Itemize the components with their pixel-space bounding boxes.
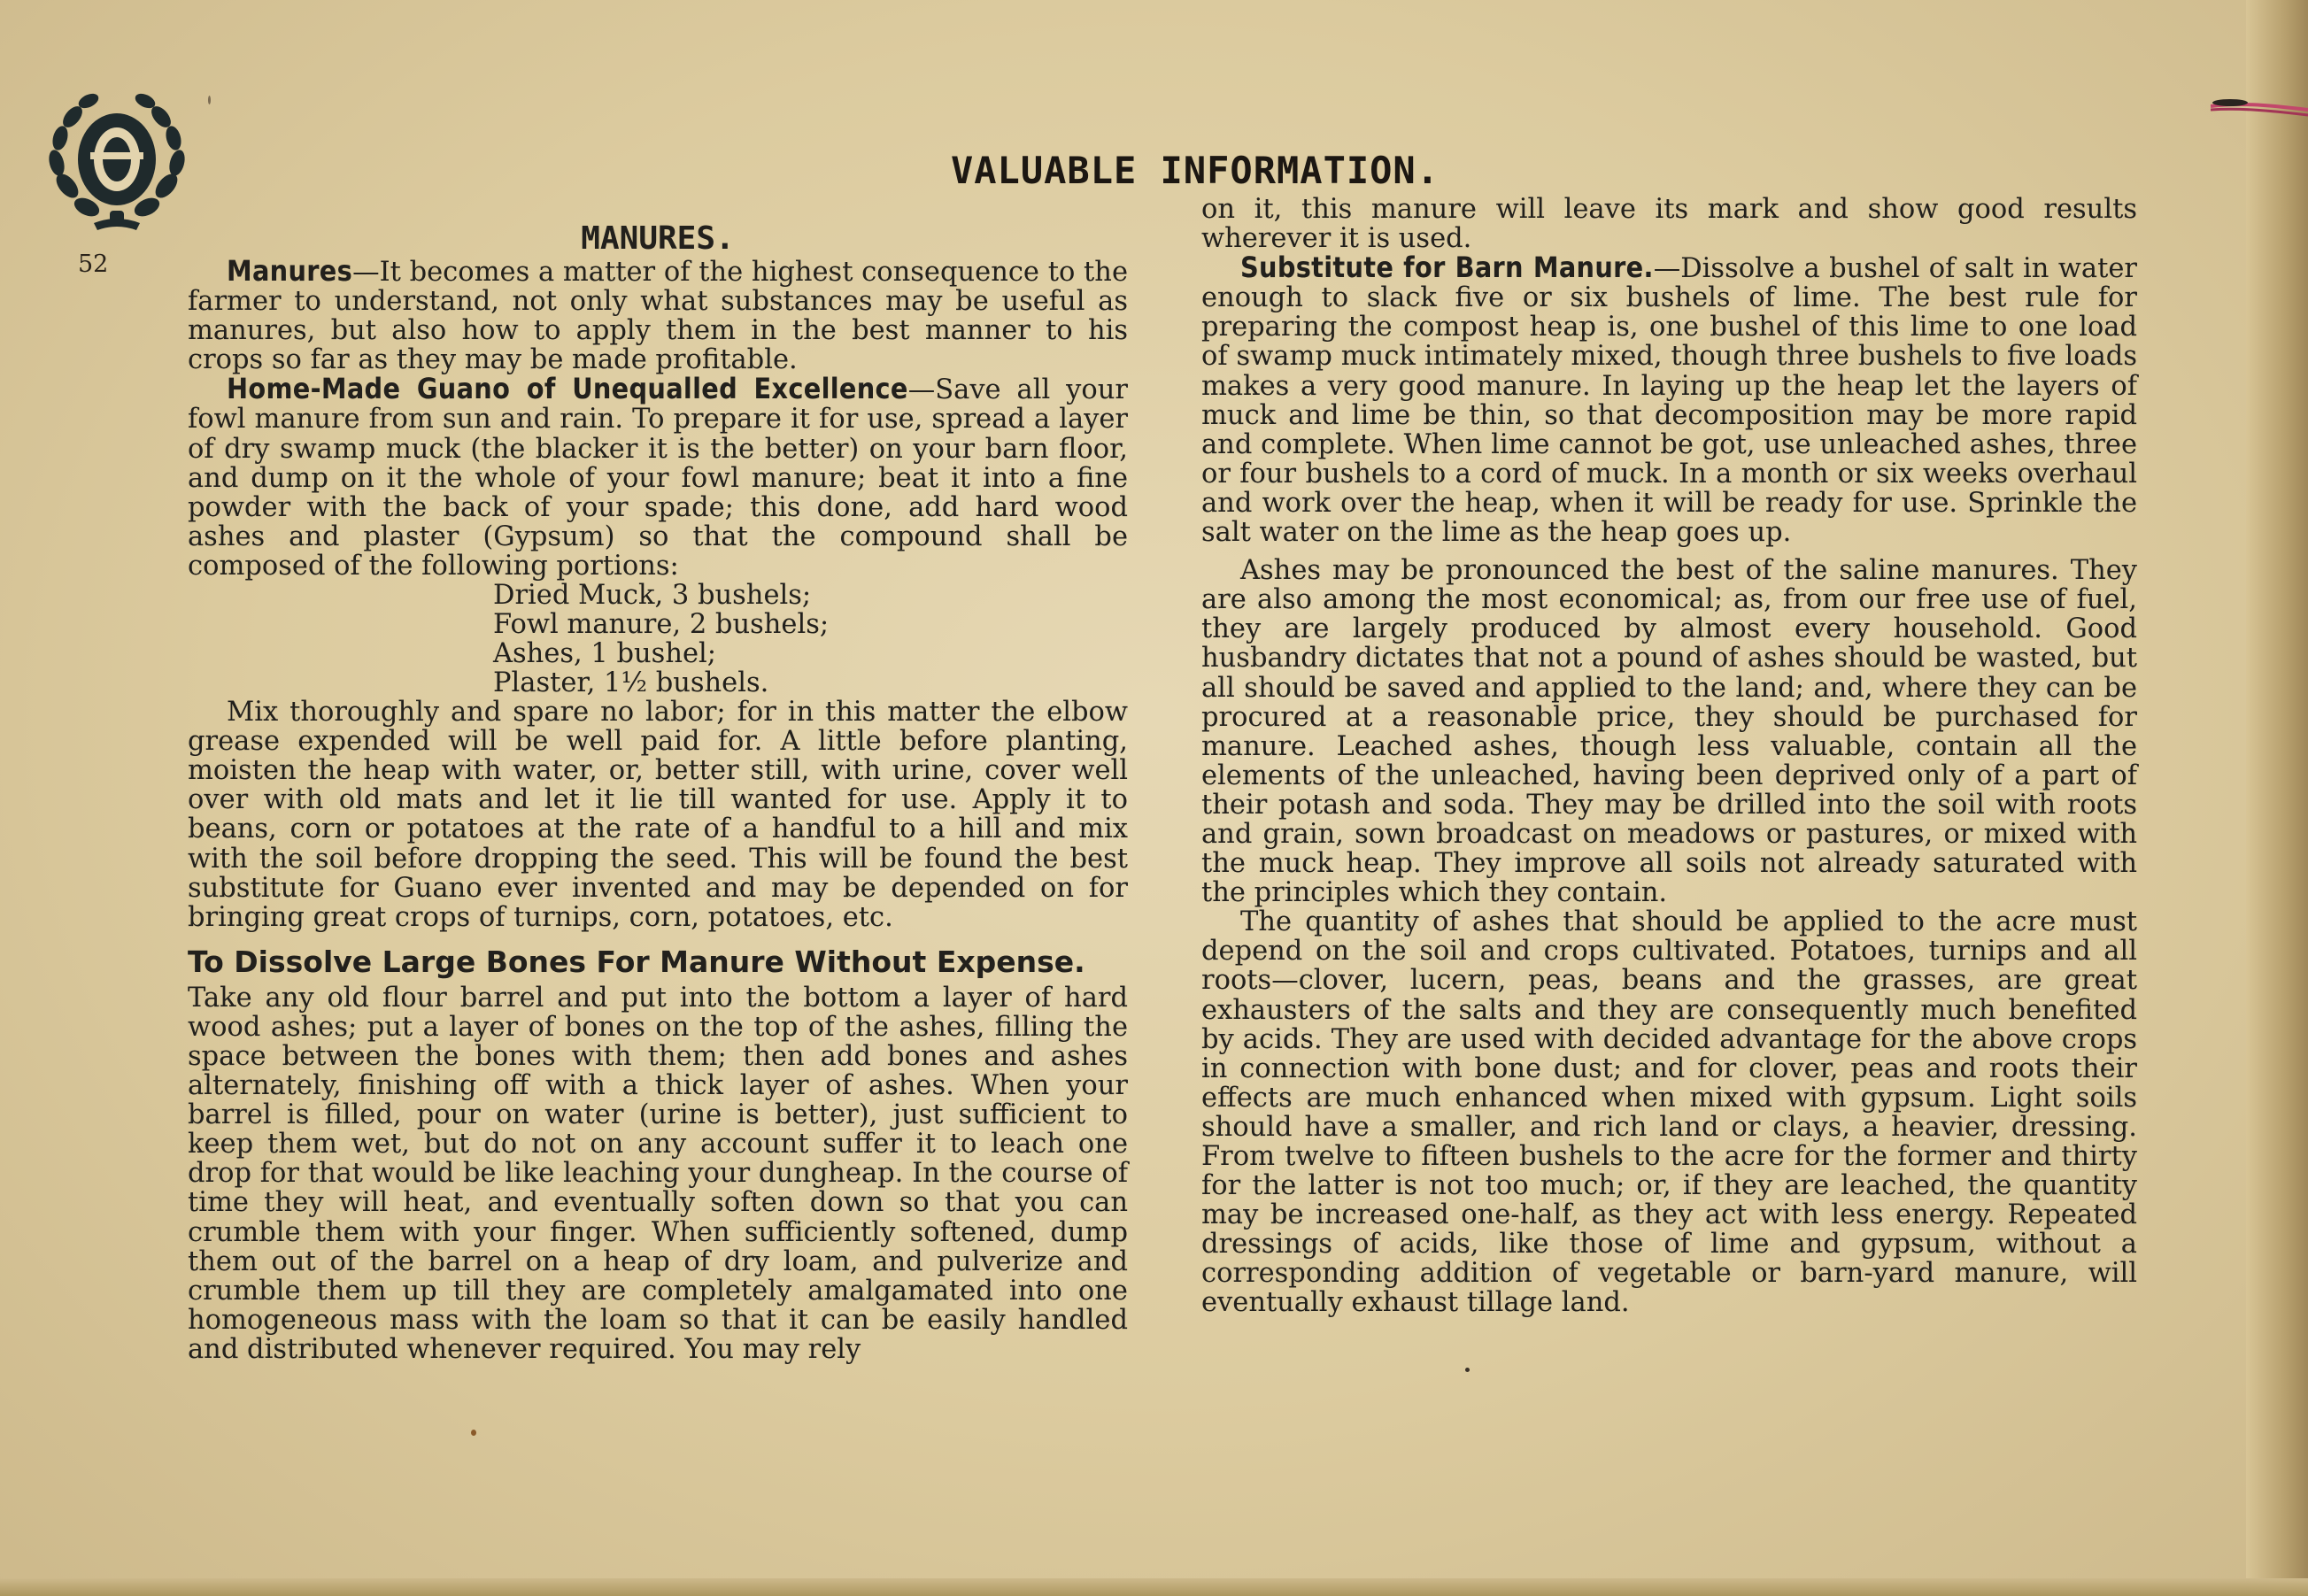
list-item: Ashes, 1 bushel; [493, 638, 717, 670]
paper-speck [1465, 1368, 1470, 1372]
continuation-paragraph: on it, this manure will leave its mark and show good results wherever it is used. [1201, 194, 2137, 255]
guano-text: —Save all your fowl manure from sun and rain. To prepare it for use, spread a layer of dry swamp muck (the blacker it is the better) on your barn floor, and dump on it the whole of your fowl manure; beat it into a fine powder with the back of your spade; this done, add hard wood ashes and plaster (Gypsum) so that the compound shall be composed of the following portions: [188, 374, 1128, 582]
bones-heading: To Dissolve Large Bones For Manure Without Expense. [188, 944, 1085, 979]
laurel-wreath-monogram-icon [37, 81, 197, 237]
guano-paragraph [188, 374, 1128, 581]
manures-lead: Manures [227, 254, 353, 288]
right-column [1201, 195, 2137, 1318]
page-number: 52 [78, 251, 109, 278]
list-item: Dried Muck, 3 bushels; [493, 580, 812, 612]
list-item: Fowl manure, 2 bushels; [493, 609, 830, 641]
paper-speck [471, 1430, 476, 1436]
binding-thread-icon [2211, 89, 2308, 124]
list-item: Plaster, 1½ bushels. [493, 667, 769, 699]
guano-portions-list [188, 581, 1128, 698]
quantity-paragraph: The quantity of ashes that should be applied to the acre must depend on the soil and crops cultivated. Potatoes, turnips and all roots—clover, lucern, peas, beans and the grasses, are great exhausters of the salts and they are consequently much benefited by acids. They are used with decided advantage for the above crops in connection with bone dust; and for clover, peas and roots their effects are much enhanced when mixed with gypsum. Light soils should have a smaller, and rich land or clays, a heavier, dressing. From twelve to fifteen bushels to the acre for the former and thirty for the latter is not too much; or, if they are leached, the quantity may be increased one-half, as they act with less energy. Repeated dressings of acids, like those of lime and gypsum, without a corresponding addition of vegetable or barn-yard manure, will eventually exhaust tillage land. [1201, 906, 2137, 1319]
page-title: VALUABLE INFORMATION. [950, 149, 1440, 192]
guano-instructions: Mix thoroughly and spare no labor; for in this matter the elbow grease expended will be well paid for. A little before planting, moisten the heap with water, or, better still, with urine, cover well over with old mats and let it lie till wanted for use. Apply it to beans, corn or potatoes at the rate of a handful to a hill and mix with the soil before dropping the seed. This will be found the best substitute for Guano ever invented and may be depended on for bringing great crops of turnips, corn, potatoes, etc. [188, 697, 1128, 933]
guano-lead: Home-Made Guano of Unequalled Excellence [227, 372, 908, 406]
manures-paragraph [188, 254, 1128, 376]
ashes-paragraph: Ashes may be pronounced the best of the saline manures. They are also among the most economical; as, from our free use of fuel, they are largely produced by almost every household. Good husbandry dictates that not a pound of ashes should be wasted, but all should be saved and applied to the land; and, where they can be procured at a reasonable price, they should be purchased for manure. Leached ashes, though less valuable, contain all the elements of the unleached, having been deprived only of a part of their potash and soda. They may be drilled into the soil with roots and grain, sown broadcast on meadows or pastures, or mixed with the muck heap. They improve all soils not already saturated with the principles which they contain. [1201, 555, 2137, 909]
manures-text: —It becomes a matter of the highest consequence to the farmer to understand, not only what substances may be useful as manures, but also how to apply them in the best manner to his crops so far as they may be made profitable. [188, 257, 1128, 376]
section-title-manures: MANURES. [581, 220, 735, 257]
bones-paragraph: Take any old flour barrel and put into the bottom a layer of hard wood ashes; put a layer of bones on the top of the ashes, filling the space between the bones with them; then add bones and ashes alternately, finishing off with a thick layer of ashes. When your barrel is filled, pour on water (urine is better), just sufficient to keep them wet, but do not on any account suffer it to leach one drop for that would be like leaching your dungheap. In the course of time they will heat, and eventually soften down so that you can crumble them with your finger. When sufficiently softened, dump them out of the barrel on a heap of dry loam, and pulverize and crumble them up till they are completely amalgamated into one homogeneous mass with the loam so that it can be easily handled and distributed whenever required. You may rely [188, 982, 1128, 1365]
paper-speck [208, 96, 211, 104]
barn-manure-lead: Substitute for Barn Manure. [1240, 251, 1654, 285]
barn-manure-paragraph [1201, 253, 2137, 547]
barn-manure-text: —Dissolve a bushel of salt in water enough to slack five or six bushels of lime. The best rule for preparing the compost heap is, one bushel of this lime to one load of swamp muck intimately mixed, though three bushels to five loads makes a very good manure. In laying up the heap let the layers of muck and lime be thin, so that decomposition may be more rapid and complete. When lime cannot be got, use unleached ashes, three or four bushels to a cord of muck. In a month or six weeks overhaul and work over the heap, when it will be ready for use. Sprinkle the salt water on the lime as the heap goes up. [1201, 253, 2137, 549]
page-bottom-edge [0, 1578, 2308, 1596]
page-edge-shadow [2246, 0, 2308, 1596]
left-column [188, 221, 1128, 1364]
